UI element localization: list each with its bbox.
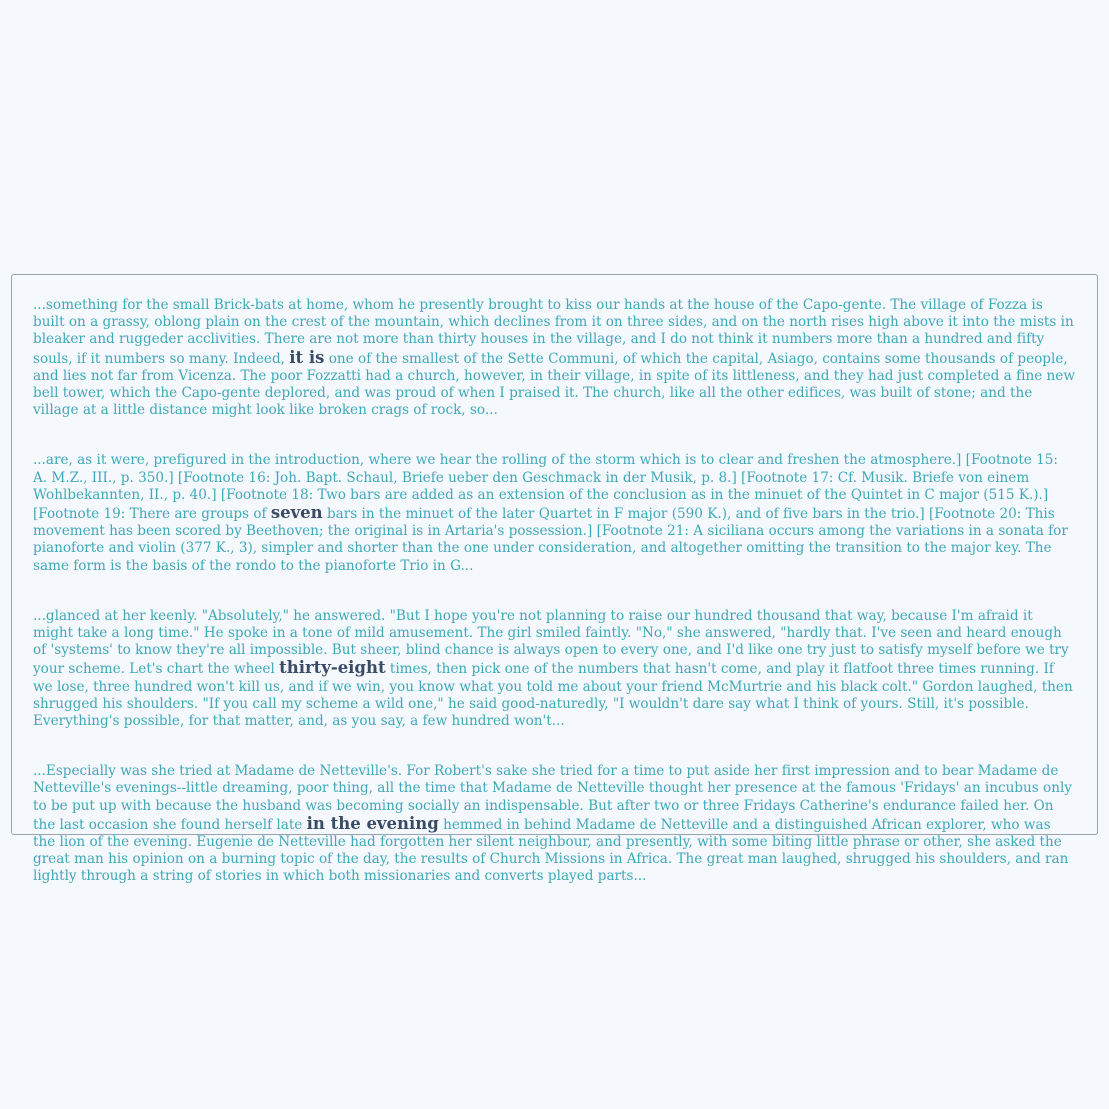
passage-2-highlight: seven <box>270 503 323 523</box>
passage-2-text: ...are, as it were, prefigured in the introduction, where we hear the rolling of the storm which is to clear and freshen the atmosphere.] [Footnote 15: A. M.Z., III., p. 350.] [Footnote 16: Joh. Bapt. Schaul, Briefe ueber den Geschmack in der Musik, p. 8.] [Footnote 17: Cf. Musik. Briefe von einem Wohlbekannten, II., p. 40.] [Footnote 18: Two bars are added as an extension of the conclusion as in the minuet of the Quintet in C major (515 K.).] [Footnote 19: There are groups of <box>33 452 1059 523</box>
passage-1-text: ...something for the small Brick-bats at home, whom he presently brought to kiss our hands at the house of the Capo-gente. The village of Fozza is built on a grassy, oblong plain on the crest of the mountain, which declines from it on three sides, and on the north rises high above it into the mists in bleaker and ruggeder acclivities. There are not more than thirty houses in the village, and I do not think it numbers more than a hundred and fifty souls, if it numbers so many. Indeed, <box>33 297 1074 367</box>
passage-2 <box>33 452 1076 574</box>
passage-3-text-continued: times, then pick one of the numbers that hasn't come, and play it flatfoot three times running. If we lose, three hundred won't kill us, and if we win, you know what you told me about your friend McMurtrie and his black colt." Gordon laughed, then shrugged his shoulders. "If you call my scheme a wild one," he said good-naturedly, "I wouldn't dare say what I think of yours. Still, it's possible. Everything's possible, for that matter, and, as you say, a few hundred won't... <box>33 661 1073 730</box>
passage-4-text-continued: hemmed in behind Madame de Netteville and a distinguished African explorer, who was the lion of the evening. Eugenie de Netteville had forgotten her silent neighbour, and presently, with some biting little phrase or other, she asked the great man his opinion on a burning topic of the day, the results of Church Missions in Africa. The great man laughed, shrugged his shoulders, and ran lightly through a string of stories in which both missionaries and converts played parts... <box>33 816 1069 885</box>
passage-4 <box>33 763 1076 885</box>
passage-1 <box>33 297 1076 419</box>
passage-3-text: ...glanced at her keenly. "Absolutely," he answered. "But I hope you're not planning to raise our hundred thousand that way, because I'm afraid it might take a long time." He spoke in a tone of mild amusement. The girl smiled faintly. "No," she answered, "hardly that. I've seen and heard enough of 'systems' to know they're all impossible. But sheer, blind chance is always open to every one, and I'd like one try just to satisfy myself before we try your scheme. Let's chart the wheel <box>33 607 1069 678</box>
passage-3-highlight: thirty-eight <box>279 658 386 678</box>
passage-3 <box>33 608 1076 730</box>
passage-2-text-continued: bars in the minuet of the later Quartet in F major (590 K.), and of five bars in the trio.] [Footnote 20: This movement has been scored by Beethoven; the original is in Artaria's possession.] [Footnote 21: A siciliana occurs among the variations in a sonata for pianoforte and violin (377 K., 3), simpler and shorter than the one under consideration, and altogether omitting the transition to the major key. The same form is the basis of the rondo to the pianoforte Trio in G... <box>33 506 1068 574</box>
text-panel <box>11 274 1098 885</box>
passage-1-text-continued: one of the smallest of the Sette Communi, of which the capital, Asiago, contains some thousands of people, and lies not far from Vicenza. The poor Fozzatti had a church, however, in their village, in spite of its littleness, and they had just completed a fine new bell tower, which the Capo-gente deplored, and was proud of when I praised it. The church, like all the other edifices, was built of stone; and the village at a little distance might look like broken crags of rock, so... <box>33 350 1075 419</box>
passage-1-highlight: it is <box>289 347 325 367</box>
passage-4-highlight: in the evening <box>306 813 439 833</box>
passage-4-text: ...Especially was she tried at Madame de Netteville's. For Robert's sake she tried for a time to put aside her first impression and to bear Madame de Netteville's evenings--little dreaming, poor thing, all the time that Madame de Netteville thought her presence at the famous 'Fridays' an incubus only to be put up with because the husband was becoming socially an indispensable. But after two or three Fridays Catherine's endurance failed her. On the last occasion she found herself late <box>33 763 1072 833</box>
